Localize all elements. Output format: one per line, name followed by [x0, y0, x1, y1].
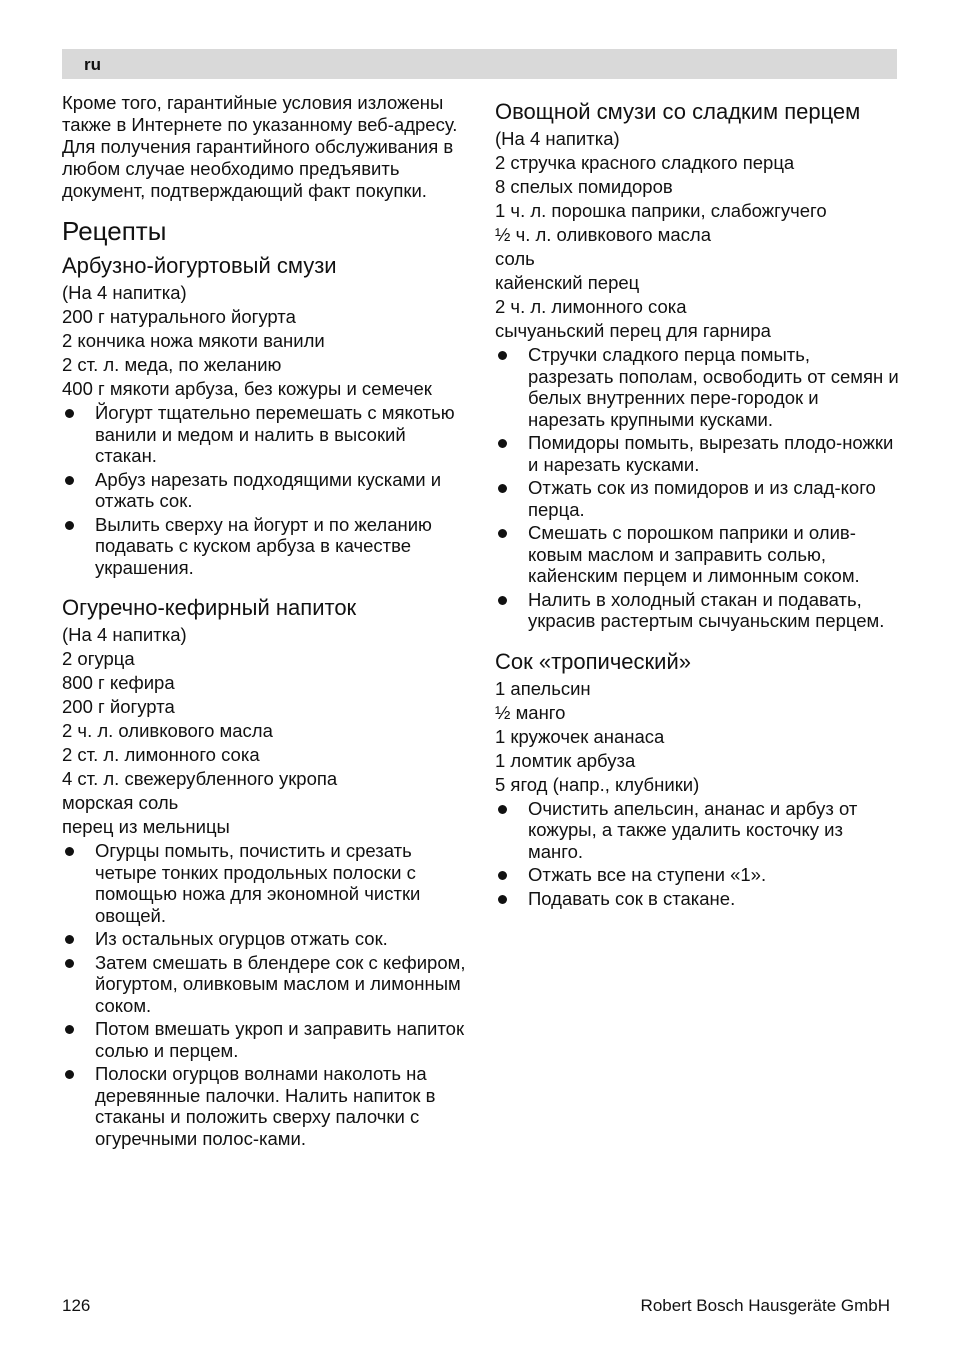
steps-list	[495, 344, 900, 632]
bullet-icon	[498, 484, 507, 493]
step-text: Смешать с порошком паприки и олив-ковым маслом и заправить солью, кайенским перцем и лимонным соком.	[528, 522, 860, 586]
recipe-title: Огуречно-кефирный напиток	[62, 595, 357, 620]
intro-paragraph: Кроме того, гарантийные условия изложены также в Интернете по указанному веб-адресу. Для получения гарантийного обслуживания в любом случае необходимо предъявить документ, подтверждающий факт покупки.	[62, 92, 458, 201]
step-text: Полоски огурцов волнами наколоть на деревянные палочки. Налить напиток в стаканы и положить сверху палочки с огуречными полос-ками.	[95, 1063, 436, 1149]
ingredient-line: (На 4 напитка)	[495, 128, 620, 149]
bullet-icon	[65, 1070, 74, 1079]
ingredient-line: 1 ломтик арбуза	[495, 749, 636, 771]
steps-list	[495, 798, 900, 910]
step-item	[495, 888, 900, 910]
recipe-title: Овощной смузи со сладким перцем	[495, 99, 861, 124]
step-item	[495, 798, 900, 863]
ingredient-line: 8 спелых помидоров	[495, 176, 673, 197]
step-item	[62, 1063, 467, 1149]
ingredient-line: (На 4 напитка)	[62, 282, 187, 303]
step-item	[495, 432, 900, 475]
left-recipes	[62, 252, 467, 1149]
recipe-block	[495, 648, 900, 910]
step-item	[62, 952, 467, 1017]
recipe-block	[62, 594, 467, 1149]
bullet-icon	[498, 805, 507, 814]
step-text: Вылить сверху на йогурт и по желанию подавать с куском арбуза в качестве украшения.	[95, 513, 432, 578]
ingredient-line: 1 ч. л. порошка паприки, слабожгучего	[495, 200, 827, 221]
page-number: 126	[62, 1296, 91, 1315]
step-item	[62, 469, 467, 512]
recipe-gap	[495, 634, 900, 642]
ingredient-line: 2 ст. л. лимонного сока	[62, 744, 260, 765]
step-text: Отжать сок из помидоров и из слад-кого перца.	[528, 477, 876, 520]
ingredient-line: 5 ягод (напр., клубники)	[495, 773, 700, 795]
ingredient-line: 2 огурца	[62, 648, 135, 669]
step-text: Потом вмешать укроп и заправить напиток солью и перцем.	[95, 1018, 465, 1061]
steps-list	[62, 402, 467, 578]
steps-list	[62, 840, 467, 1149]
company-name: Robert Bosch Hausgeräte GmbH	[640, 1296, 890, 1315]
section-title: Рецепты	[62, 216, 167, 246]
bullet-icon	[65, 476, 74, 485]
bullet-icon	[498, 351, 507, 360]
bullet-icon	[498, 439, 507, 448]
ingredient-line: 2 ч. л. оливкового масла	[62, 720, 273, 741]
step-item	[495, 477, 900, 520]
step-text: Йогурт тщательно перемешать с мякотью ванили и медом и налить в высокий стакан.	[95, 402, 455, 466]
bullet-icon	[65, 521, 74, 530]
step-item	[62, 402, 467, 467]
bullet-icon	[65, 1025, 74, 1034]
right-recipes	[495, 98, 900, 909]
bullet-icon	[498, 895, 507, 904]
bullet-icon	[65, 959, 74, 968]
ingredient-line: соль	[495, 248, 535, 269]
left-column	[62, 92, 467, 1151]
recipe-title: Сок «тропический»	[495, 648, 691, 674]
ingredient-line: кайенский перец	[495, 272, 640, 293]
step-text: Помидоры помыть, вырезать плодо-ножки и нарезать кусками.	[528, 432, 894, 475]
step-text: Затем смешать в блендере сок с кефиром, йогуртом, оливковым маслом и лимонным соком.	[95, 951, 466, 1016]
language-code: ru	[84, 55, 101, 74]
ingredient-line: 1 апельсин	[495, 677, 591, 699]
ingredient-line: 200 г натурального йогурта	[62, 306, 296, 327]
bullet-icon	[498, 596, 507, 605]
ingredient-line: ½ ч. л. оливкового масла	[495, 224, 712, 245]
ingredient-line: перец из мельницы	[62, 816, 230, 837]
step-item	[62, 514, 467, 579]
bullet-icon	[498, 871, 507, 880]
ingredient-line: 2 ч. л. лимонного сока	[495, 296, 687, 317]
step-item	[62, 840, 467, 926]
step-item	[495, 864, 900, 886]
ingredient-line: 2 стручка красного сладкого перца	[495, 152, 795, 173]
step-text: Подавать сок в стакане.	[528, 887, 736, 909]
step-text: Огурцы помыть, почистить и срезать четыре тонких продольных полоски с помощью ножа для экономной чистки овощей.	[95, 840, 421, 926]
bullet-icon	[65, 935, 74, 944]
step-item	[62, 1018, 467, 1061]
ingredient-line: 200 г йогурта	[62, 696, 175, 717]
step-text: Арбуз нарезать подходящими кусками и отжать сок.	[95, 468, 442, 511]
ingredient-line: ½ манго	[495, 701, 566, 723]
ingredient-line: морская соль	[62, 792, 179, 813]
bullet-icon	[65, 409, 74, 418]
step-text: Очистить апельсин, ананас и арбуз от кожуры, а также удалить косточку из манго.	[528, 797, 858, 862]
recipe-gap	[62, 580, 467, 588]
recipe-block	[62, 252, 467, 578]
step-text: Из остальных огурцов отжать сок.	[95, 928, 388, 949]
ingredient-line: 400 г мякоти арбуза, без кожуры и семечек	[62, 378, 432, 399]
ingredient-line: 1 кружочек ананаса	[495, 725, 665, 747]
recipe-block	[495, 98, 900, 632]
ingredient-line: сычуаньский перец для гарнира	[495, 320, 771, 341]
step-item	[495, 344, 900, 430]
ingredient-line: 2 ст. л. меда, по желанию	[62, 354, 282, 375]
step-item	[495, 589, 900, 632]
bullet-icon	[65, 847, 74, 856]
ingredient-line: (На 4 напитка)	[62, 624, 187, 645]
right-column	[495, 92, 900, 911]
step-text: Налить в холодный стакан и подавать, украсив растертым сычуаньским перцем.	[528, 588, 885, 631]
step-text: Стручки сладкого перца помыть, разрезать пополам, освободить от семян и белых внутренних пере-городок и нарезать крупными кусками.	[528, 344, 899, 430]
bullet-icon	[498, 529, 507, 538]
recipe-title: Арбузно-йогуртовый смузи	[62, 253, 337, 278]
ingredient-line: 4 ст. л. свежерубленного укропа	[62, 768, 338, 789]
step-text: Отжать все на ступени «1».	[528, 864, 767, 885]
ingredient-line: 800 г кефира	[62, 672, 175, 693]
language-bar	[62, 49, 897, 79]
step-item	[62, 928, 467, 950]
ingredient-line: 2 кончика ножа мякоти ванили	[62, 330, 325, 351]
step-item	[495, 522, 900, 587]
